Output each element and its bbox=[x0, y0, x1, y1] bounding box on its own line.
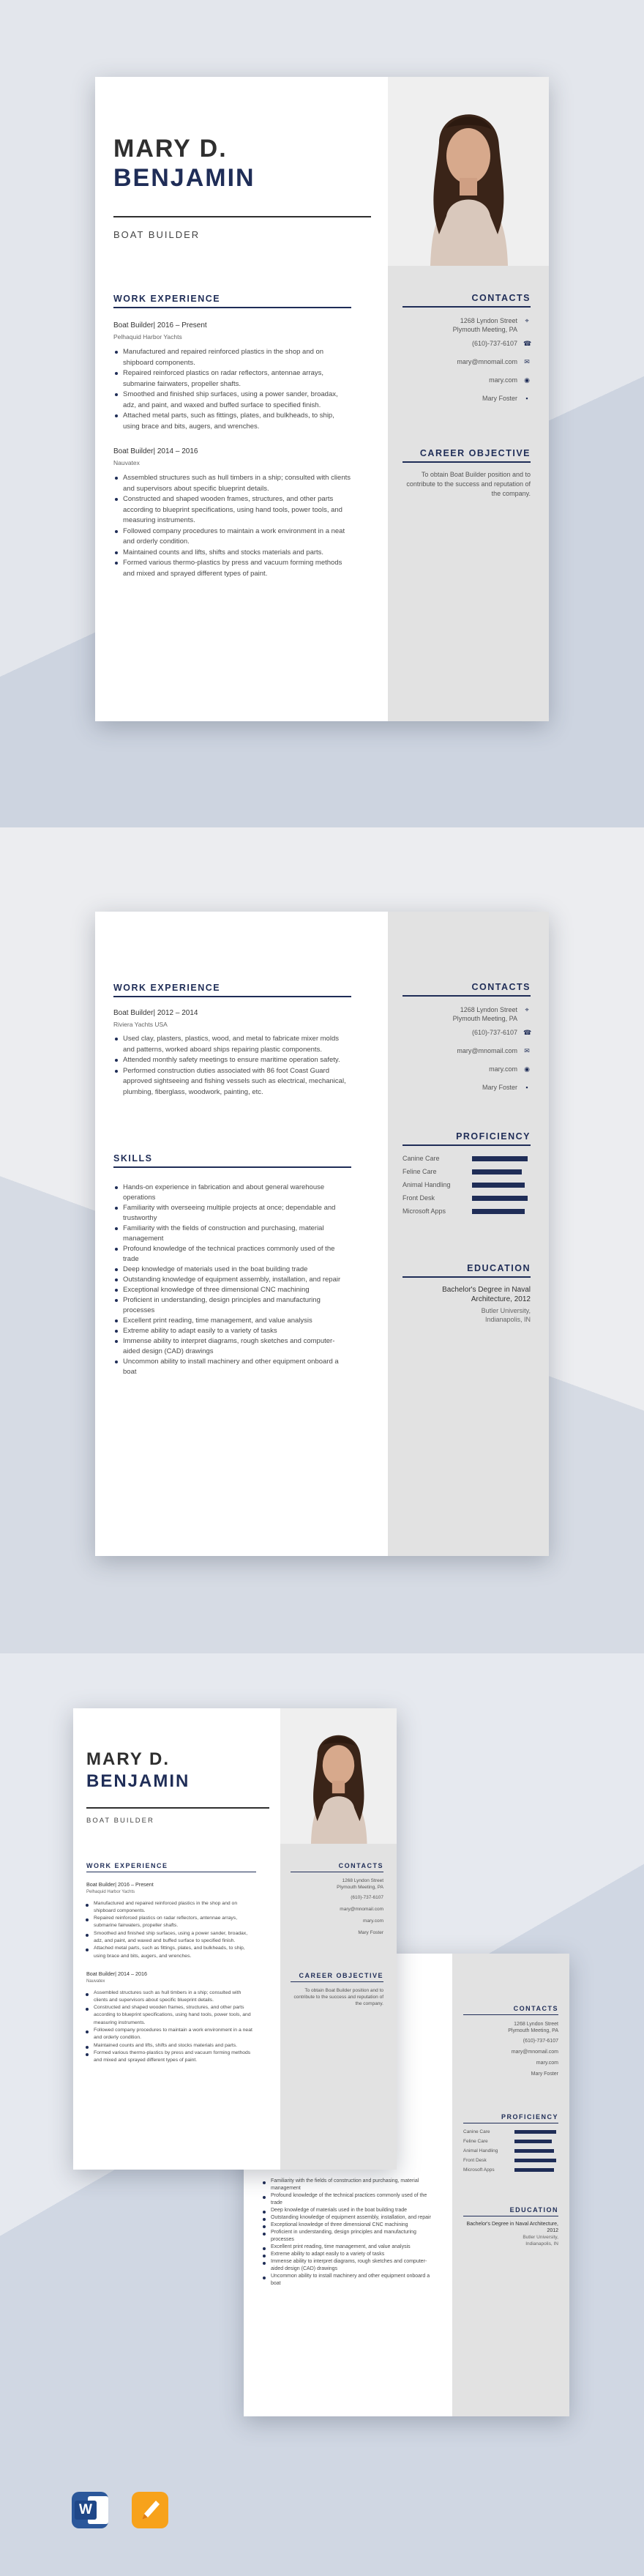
email-text: mary@mnomail.com bbox=[511, 2050, 558, 2055]
degree: Bachelor's Degree in Naval Architecture, 2012 bbox=[442, 1286, 531, 1303]
mini-skills-list bbox=[271, 2178, 435, 2287]
job-bullets bbox=[113, 473, 351, 579]
social-row bbox=[402, 395, 531, 402]
name-divider bbox=[113, 216, 371, 217]
list-item: Proficient in understanding, design principles and manufacturing processes bbox=[271, 2229, 435, 2244]
contacts-section bbox=[402, 293, 531, 402]
list-item: Manufactured and repaired reinforced plastics in the shop and on shipboard components. bbox=[94, 1900, 256, 1916]
education-heading: EDUCATION bbox=[402, 1263, 531, 1278]
proficiency-bar-fill bbox=[514, 2130, 556, 2134]
work-heading: WORK EXPERIENCE bbox=[86, 1862, 256, 1872]
address-line: Plymouth Meeting, PA bbox=[452, 1015, 517, 1022]
mini-education bbox=[463, 2206, 558, 2247]
list-item: Extreme ability to adapt easily to a variety of tasks bbox=[271, 2251, 435, 2258]
list-item: Smoothed and finished ship surfaces, using a power sander, broadax, adz, and paint, and waxed and buffed surface to specified finish. bbox=[94, 1930, 256, 1946]
address-line: Plymouth Meeting, PA bbox=[452, 326, 517, 333]
proficiency-bar-track bbox=[472, 1209, 531, 1214]
objective-heading: CAREER OBJECTIVE bbox=[402, 448, 531, 463]
list-item: Followed company procedures to maintain a work environment in a neat and orderly condition. bbox=[123, 526, 351, 548]
address-row bbox=[402, 1005, 531, 1023]
school-location: Indianapolis, IN bbox=[525, 2241, 558, 2246]
preview-page2-band bbox=[0, 827, 644, 1653]
portrait-illustration bbox=[388, 77, 549, 266]
proficiency-bar-track bbox=[472, 1156, 531, 1161]
list-item: Constructed and shaped wooden frames, structures, and other parts according to blueprint specifications, using hand tools, power tools, and measuring instruments. bbox=[94, 2004, 256, 2027]
proficiency-bar-fill bbox=[514, 2168, 554, 2172]
pen-icon bbox=[132, 2492, 168, 2528]
job-company: Pelhaquid Harbor Yachts bbox=[86, 1890, 135, 1895]
list-item: Maintained counts and lifts, shifts and stocks materials and parts. bbox=[94, 2042, 256, 2050]
list-item: Followed company procedures to maintain a work environment in a neat and orderly condition. bbox=[94, 2027, 256, 2042]
pages-app-icon[interactable] bbox=[132, 2492, 168, 2528]
email-text: mary@mnomail.com bbox=[340, 1907, 383, 1912]
job-company: Pelhaquid Harbor Yachts bbox=[113, 332, 182, 340]
proficiency-bar-track bbox=[472, 1196, 531, 1201]
proficiency-bar-fill bbox=[514, 2159, 556, 2162]
proficiency-row bbox=[402, 1194, 531, 1202]
job-bullets bbox=[113, 347, 351, 432]
proficiency-bar-track bbox=[472, 1183, 531, 1188]
list-item: Extreme ability to adapt easily to a variety of tasks bbox=[123, 1326, 351, 1336]
envelope-icon: ✉ bbox=[524, 1047, 530, 1054]
proficiency-list bbox=[463, 2129, 558, 2173]
job-entry bbox=[113, 1008, 351, 1098]
address-line: Plymouth Meeting, PA bbox=[508, 2028, 558, 2033]
website-text: mary.com bbox=[489, 1065, 517, 1073]
proficiency-label: Front Desk bbox=[463, 2158, 487, 2163]
proficiency-heading: PROFICIENCY bbox=[402, 1131, 531, 1146]
objective-heading: CAREER OBJECTIVE bbox=[291, 1972, 383, 1982]
list-item: Assembled structures such as hull timbers in a ship; consulted with clients and supervisors about specific blueprint details. bbox=[94, 1989, 256, 2005]
list-item: Maintained counts and lifts, shifts and stocks materials and parts. bbox=[123, 548, 351, 559]
phone-icon: ☎ bbox=[523, 1029, 532, 1036]
phone-icon: ☎ bbox=[523, 340, 532, 347]
contacts-section bbox=[402, 982, 531, 1091]
proficiency-row bbox=[463, 2167, 558, 2173]
proficiency-row bbox=[402, 1181, 531, 1188]
list-item: Attended monthly safety meetings to ensure maritime operation safety. bbox=[123, 1055, 351, 1066]
name-block bbox=[113, 134, 255, 193]
list-item: Excellent print reading, time management, and value analysis bbox=[123, 1316, 351, 1326]
address-line: 1268 Lyndon Street bbox=[342, 1878, 383, 1883]
proficiency-label: Microsoft Apps bbox=[463, 2167, 495, 2173]
proficiency-heading: PROFICIENCY bbox=[463, 2113, 558, 2123]
list-item: Deep knowledge of materials used in the boat building trade bbox=[123, 1265, 351, 1275]
list-item: Uncommon ability to install machinery and other equipment onboard a boat bbox=[123, 1357, 351, 1377]
first-name: MARY D. bbox=[86, 1749, 171, 1769]
list-item: Constructed and shaped wooden frames, structures, and other parts according to blueprint specifications, using hand tools, power tools, and measuring instruments. bbox=[123, 494, 351, 526]
degree: Bachelor's Degree in Naval Architecture, 2012 bbox=[466, 2222, 558, 2233]
proficiency-label: Feline Care bbox=[463, 2139, 488, 2144]
proficiency-bar-track bbox=[472, 1169, 531, 1175]
location-pin-icon: ⌖ bbox=[525, 1006, 529, 1013]
list-item: Uncommon ability to install machinery and other equipment onboard a boat bbox=[271, 2273, 435, 2287]
globe-icon: ◉ bbox=[524, 1065, 530, 1073]
mini-contacts bbox=[463, 2005, 558, 2077]
proficiency-bar-fill bbox=[472, 1169, 522, 1175]
work-heading: WORK EXPERIENCE bbox=[113, 983, 351, 997]
address-line: 1268 Lyndon Street bbox=[460, 1006, 517, 1013]
proficiency-bar-fill bbox=[472, 1183, 525, 1188]
contacts-heading: CONTACTS bbox=[291, 1862, 383, 1872]
proficiency-bar-fill bbox=[472, 1209, 525, 1214]
proficiency-label: Canine Care bbox=[463, 2129, 490, 2134]
profile-photo bbox=[388, 77, 549, 266]
phone-text: (610)-737-6107 bbox=[523, 2039, 558, 2044]
preview-mockup-band bbox=[0, 1653, 644, 2576]
list-item: Excellent print reading, time management, and value analysis bbox=[271, 2244, 435, 2251]
contacts-heading: CONTACTS bbox=[402, 293, 531, 308]
proficiency-row bbox=[402, 1168, 531, 1175]
social-icon: ▪ bbox=[525, 395, 528, 402]
social-text: Mary Foster bbox=[531, 2071, 558, 2077]
list-item: Formed various thermo-plastics by press and vacuum forming methods and mixed and sprayed different types of paint. bbox=[123, 558, 351, 579]
website-text: mary.com bbox=[536, 2061, 558, 2066]
list-item: Formed various thermo-plastics by press and vacuum forming methods and mixed and sprayed different types of paint. bbox=[94, 2050, 256, 2065]
proficiency-bar-track bbox=[514, 2149, 558, 2153]
proficiency-label: Feline Care bbox=[402, 1168, 437, 1175]
mockup-front-page bbox=[73, 1708, 397, 2170]
name-block bbox=[86, 1749, 190, 1793]
list-item: Deep knowledge of materials used in the boat building trade bbox=[271, 2207, 435, 2214]
list-item: Immense ability to interpret diagrams, rough sketches and computer-aided design (CAD) drawings bbox=[123, 1336, 351, 1357]
proficiency-label: Animal Handling bbox=[463, 2148, 498, 2154]
list-item: Used clay, plasters, plastics, wood, and metal to fabricate mixer molds and patterns, worked aboard ships repairing plastic components. bbox=[123, 1034, 351, 1055]
globe-icon: ◉ bbox=[524, 376, 530, 384]
list-item: Immense ability to interpret diagrams, rough sketches and computer-aided design (CAD) drawings bbox=[271, 2258, 435, 2273]
job-role: Boat Builder| 2012 – 2014 bbox=[113, 1009, 198, 1017]
website-row bbox=[402, 1065, 531, 1073]
first-name: MARY D. bbox=[113, 135, 228, 163]
list-item: Attached metal parts, such as fittings, plates, and bulkheads, to ship, using brace and bits, augers, and wrenches. bbox=[94, 1945, 256, 1960]
school: Butler University, bbox=[523, 2235, 558, 2240]
list-item: Profound knowledge of the technical practices commonly used of the trade bbox=[123, 1244, 351, 1265]
proficiency-row bbox=[463, 2148, 558, 2154]
job-title: BOAT BUILDER bbox=[113, 229, 201, 240]
proficiency-row bbox=[463, 2139, 558, 2144]
proficiency-bar-fill bbox=[472, 1196, 528, 1201]
list-item: Outstanding knowledge of equipment assembly, installation, and repair bbox=[271, 2214, 435, 2222]
proficiency-label: Microsoft Apps bbox=[402, 1207, 446, 1215]
work-list bbox=[113, 321, 351, 579]
list-item: Repaired reinforced plastics on radar reflectors, antennae arrays, submarine fairwaters, propeller shafts. bbox=[123, 368, 351, 390]
contacts-heading: CONTACTS bbox=[463, 2005, 558, 2015]
list-item: Attached metal parts, such as fittings, plates, and bulkheads, to ship, using brace and bits, augers, and wrenches. bbox=[123, 411, 351, 432]
skills-heading: SKILLS bbox=[113, 1153, 351, 1168]
email-text: mary@mnomail.com bbox=[457, 1047, 517, 1054]
job-company: Nauvatex bbox=[113, 458, 140, 466]
proficiency-bar-fill bbox=[514, 2149, 554, 2153]
location-pin-icon: ⌖ bbox=[525, 317, 529, 324]
proficiency-row bbox=[402, 1155, 531, 1162]
job-role: Boat Builder| 2016 – Present bbox=[113, 321, 207, 330]
proficiency-list bbox=[402, 1155, 531, 1215]
proficiency-label: Canine Care bbox=[402, 1155, 440, 1162]
job-role: Boat Builder| 2016 – Present bbox=[86, 1881, 154, 1888]
list-item: Familiarity with the fields of construction and purchasing, material management bbox=[271, 2178, 435, 2192]
proficiency-row bbox=[463, 2158, 558, 2163]
preview-page1-band bbox=[0, 0, 644, 827]
objective-section bbox=[402, 448, 531, 499]
social-text: Mary Foster bbox=[482, 395, 517, 402]
job-role: Boat Builder| 2014 – 2016 bbox=[113, 447, 198, 455]
list-item: Hands-on experience in fabrication and about general warehouse operations bbox=[123, 1183, 351, 1203]
mini-proficiency bbox=[463, 2113, 558, 2177]
list-item: Familiarity with the fields of construction and purchasing, material management bbox=[123, 1224, 351, 1244]
resume-page-2 bbox=[95, 912, 549, 1556]
website-text: mary.com bbox=[489, 376, 517, 384]
website-text: mary.com bbox=[362, 1918, 383, 1924]
word-app-icon[interactable] bbox=[72, 2492, 108, 2528]
list-item: Profound knowledge of the technical practices commonly used of the trade bbox=[271, 2192, 435, 2207]
job-title: BOAT BUILDER bbox=[86, 1817, 154, 1825]
proficiency-row bbox=[463, 2129, 558, 2134]
list-item: Proficient in understanding, design principles and manufacturing processes bbox=[123, 1295, 351, 1316]
job-company: Nauvatex bbox=[86, 1979, 105, 1984]
skills-list bbox=[123, 1183, 351, 1377]
email-text: mary@mnomail.com bbox=[457, 358, 517, 365]
work-heading: WORK EXPERIENCE bbox=[113, 294, 351, 308]
list-item: Assembled structures such as hull timbers in a ship; consulted with clients and supervisors about specific blueprint details. bbox=[123, 473, 351, 494]
job-role: Boat Builder| 2014 – 2016 bbox=[86, 1970, 147, 1977]
last-name: BENJAMIN bbox=[86, 1771, 190, 1791]
portrait-illustration bbox=[280, 1708, 397, 1844]
list-item: Smoothed and finished ship surfaces, using a power sander, broadax, adz, and paint, and waxed and buffed surface to specified finish. bbox=[123, 390, 351, 411]
list-item: Exceptional knowledge of three dimensional CNC machining bbox=[123, 1285, 351, 1295]
phone-row bbox=[402, 1029, 531, 1037]
list-item: Performed construction duties associated with 86 foot Coast Guard approved sightseeing and fishing vessels such as electrical, mechanical, plumbing, fiberglass, woodwork, painting, etc. bbox=[123, 1066, 351, 1098]
social-text: Mary Foster bbox=[482, 1084, 517, 1091]
job-bullets bbox=[86, 1900, 256, 1960]
phone-text: (610)-737-6107 bbox=[471, 1029, 517, 1036]
proficiency-bar-track bbox=[514, 2159, 558, 2162]
job-company: Riviera Yachts USA bbox=[113, 1020, 168, 1028]
proficiency-bar-track bbox=[514, 2168, 558, 2172]
address-line: 1268 Lyndon Street bbox=[514, 2022, 558, 2027]
education-heading: EDUCATION bbox=[463, 2206, 558, 2216]
proficiency-label: Animal Handling bbox=[402, 1181, 451, 1188]
phone-text: (610)-737-6107 bbox=[351, 1895, 383, 1900]
contacts-heading: CONTACTS bbox=[402, 982, 531, 997]
last-name: BENJAMIN bbox=[113, 164, 255, 192]
proficiency-bar-track bbox=[514, 2130, 558, 2134]
list-item: Repaired reinforced plastics on radar reflectors, antennae arrays, submarine fairwaters, propeller shafts. bbox=[94, 1915, 256, 1930]
proficiency-bar-fill bbox=[514, 2140, 552, 2143]
social-icon: ▪ bbox=[525, 1084, 528, 1091]
address-line: Plymouth Meeting, PA bbox=[337, 1884, 383, 1890]
email-row bbox=[402, 1047, 531, 1055]
proficiency-section bbox=[402, 1131, 531, 1221]
phone-row bbox=[402, 340, 531, 348]
proficiency-label: Front Desk bbox=[402, 1194, 435, 1202]
objective-text: To obtain Boat Builder position and to contribute to the success and reputation of the company. bbox=[293, 1988, 383, 2006]
job-bullets bbox=[86, 1989, 256, 2065]
address-line: 1268 Lyndon Street bbox=[460, 317, 517, 324]
proficiency-row bbox=[402, 1207, 531, 1215]
social-text: Mary Foster bbox=[358, 1930, 383, 1935]
social-row bbox=[402, 1084, 531, 1091]
proficiency-bar-fill bbox=[472, 1156, 528, 1161]
school: Butler University, bbox=[481, 1307, 531, 1314]
job-entry bbox=[113, 321, 351, 432]
proficiency-bar-track bbox=[514, 2140, 558, 2143]
list-item: Outstanding knowledge of equipment assembly, installation, and repair bbox=[123, 1275, 351, 1285]
envelope-icon: ✉ bbox=[524, 358, 530, 365]
list-item: Manufactured and repaired reinforced plastics in the shop and on shipboard components. bbox=[123, 347, 351, 368]
job-entry bbox=[113, 447, 351, 579]
phone-text: (610)-737-6107 bbox=[471, 340, 517, 347]
mini-contacts bbox=[291, 1862, 383, 1935]
job-bullets bbox=[113, 1034, 351, 1098]
address-row bbox=[402, 316, 531, 334]
list-item: Familiarity with overseeing multiple projects at once; dependable and trustworthy bbox=[123, 1203, 351, 1224]
website-row bbox=[402, 376, 531, 384]
objective-text: To obtain Boat Builder position and to contribute to the success and reputation of the company. bbox=[406, 471, 531, 497]
list-item: Exceptional knowledge of three dimensional CNC machining bbox=[271, 2222, 435, 2229]
education-section bbox=[402, 1263, 531, 1324]
resume-page-1 bbox=[95, 77, 549, 721]
school-location: Indianapolis, IN bbox=[484, 1316, 531, 1323]
name-divider bbox=[86, 1807, 269, 1809]
work-list bbox=[86, 1881, 256, 2065]
word-icon-letter: W bbox=[75, 2501, 97, 2520]
profile-photo bbox=[280, 1708, 397, 1844]
email-row bbox=[402, 358, 531, 366]
mini-objective bbox=[291, 1972, 383, 2007]
